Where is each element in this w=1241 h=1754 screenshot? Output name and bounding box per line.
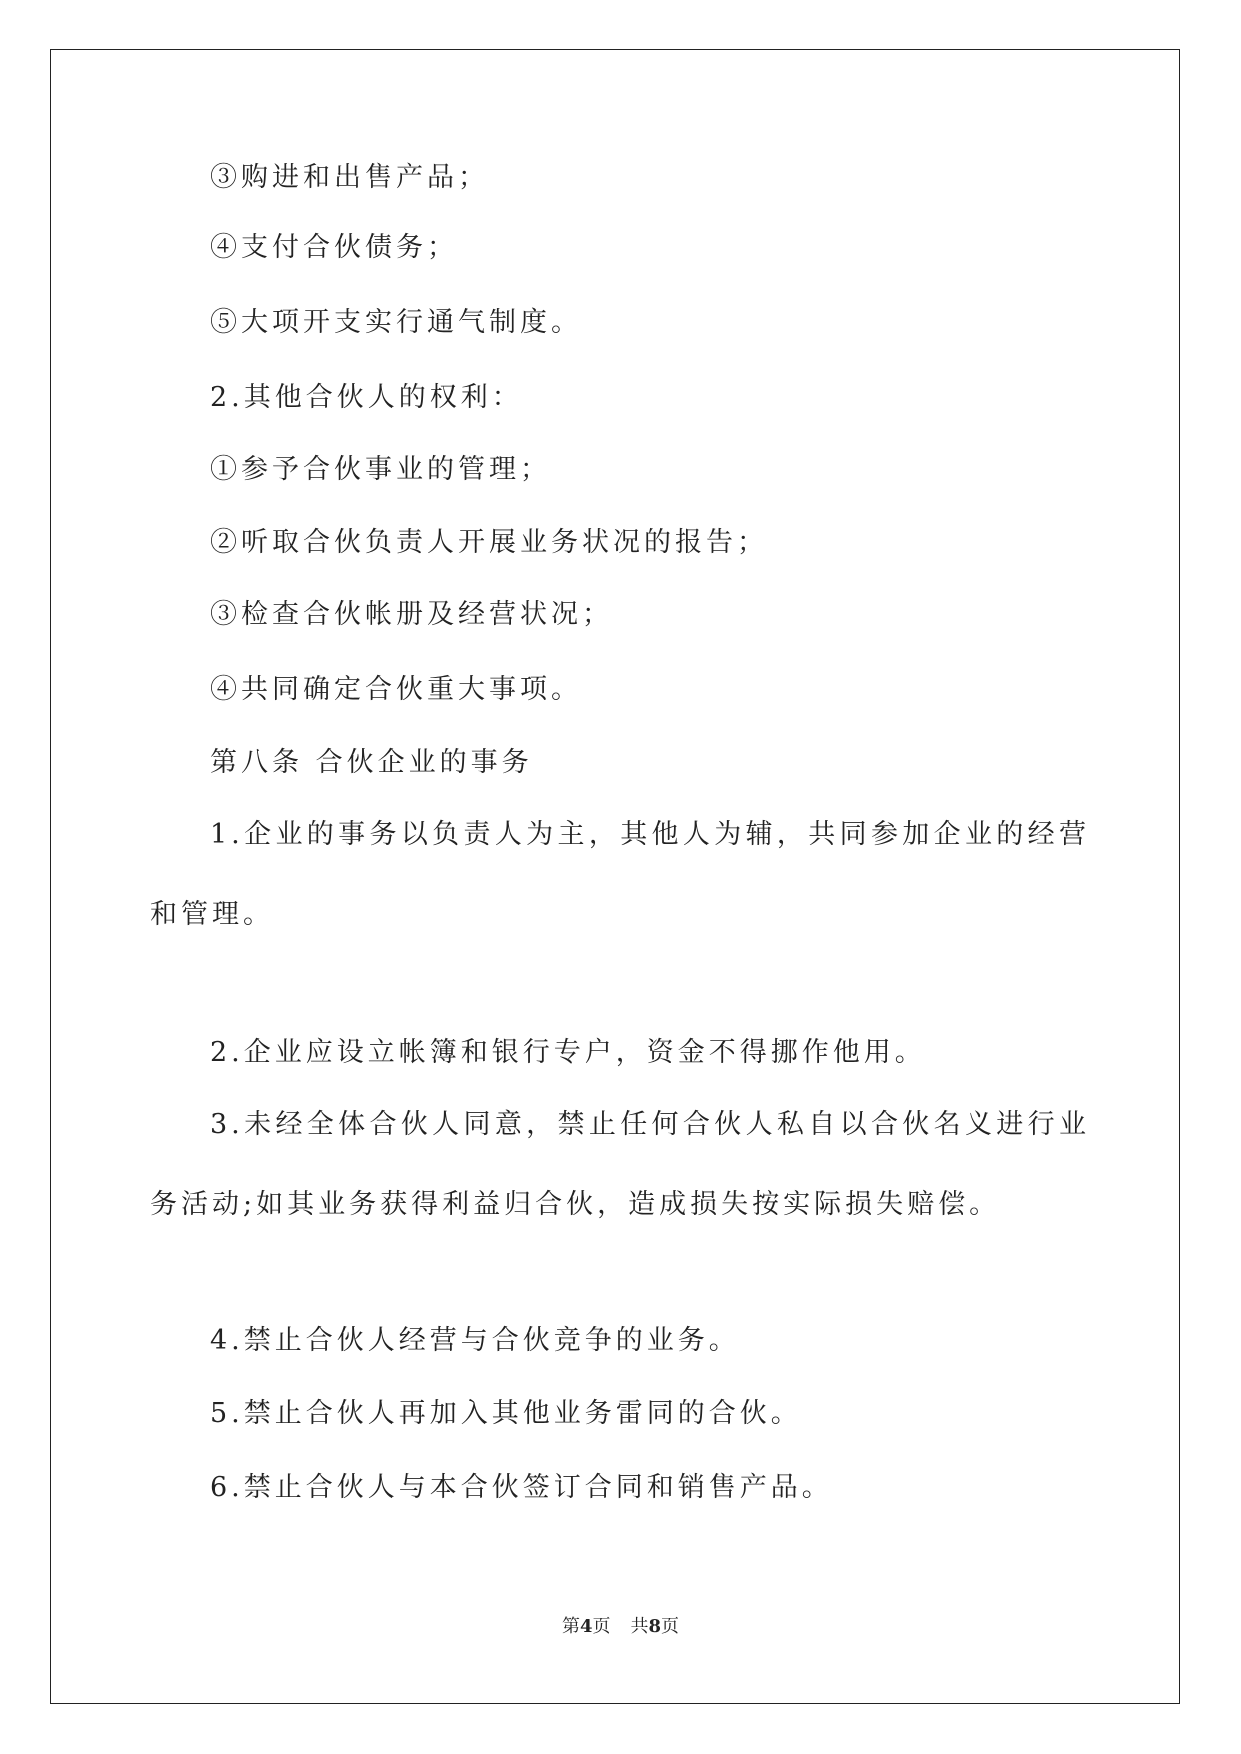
paragraph: ①参予合伙事业的管理；: [210, 454, 551, 485]
paragraph: ④支付合伙债务；: [210, 232, 458, 263]
total-pages: 8: [648, 1616, 662, 1637]
paragraph: ⑤大项开支实行通气制度。: [210, 307, 582, 338]
total-prefix: 共: [630, 1616, 649, 1637]
paragraph: 1.企业的事务以负责人为主，其他人为辅，共同参加企业的经营和管理。: [150, 819, 1090, 930]
paragraph: 3.未经全体合伙人同意，禁止任何合伙人私自以合伙名义进行业务活动;如其业务获得利益归合伙，造成损失按实际损失赔偿。: [150, 1109, 1090, 1220]
section-heading: 第八条 合伙企业的事务: [210, 747, 533, 778]
paragraph: ②听取合伙负责人开展业务状况的报告；: [210, 527, 768, 558]
paragraph: 2.企业应设立帐簿和银行专户，资金不得挪作他用。: [210, 1037, 926, 1068]
paragraph: ③检查合伙帐册及经营状况；: [210, 599, 613, 630]
paragraph: 2.其他合伙人的权利：: [210, 382, 523, 413]
page-prefix: 第: [561, 1616, 580, 1637]
paragraph: ④共同确定合伙重大事项。: [210, 674, 582, 705]
page-suffix: 页: [592, 1616, 611, 1637]
total-suffix: 页: [661, 1616, 680, 1637]
paragraph: 6.禁止合伙人与本合伙签订合同和销售产品。: [210, 1472, 833, 1503]
page-footer: [0, 1612, 1241, 1638]
paragraph: 4.禁止合伙人经营与合伙竞争的业务。: [210, 1325, 740, 1356]
page-number: 4: [579, 1616, 593, 1637]
paragraph: ③购进和出售产品；: [210, 162, 489, 193]
paragraph: 5.禁止合伙人再加入其他业务雷同的合伙。: [210, 1398, 802, 1429]
